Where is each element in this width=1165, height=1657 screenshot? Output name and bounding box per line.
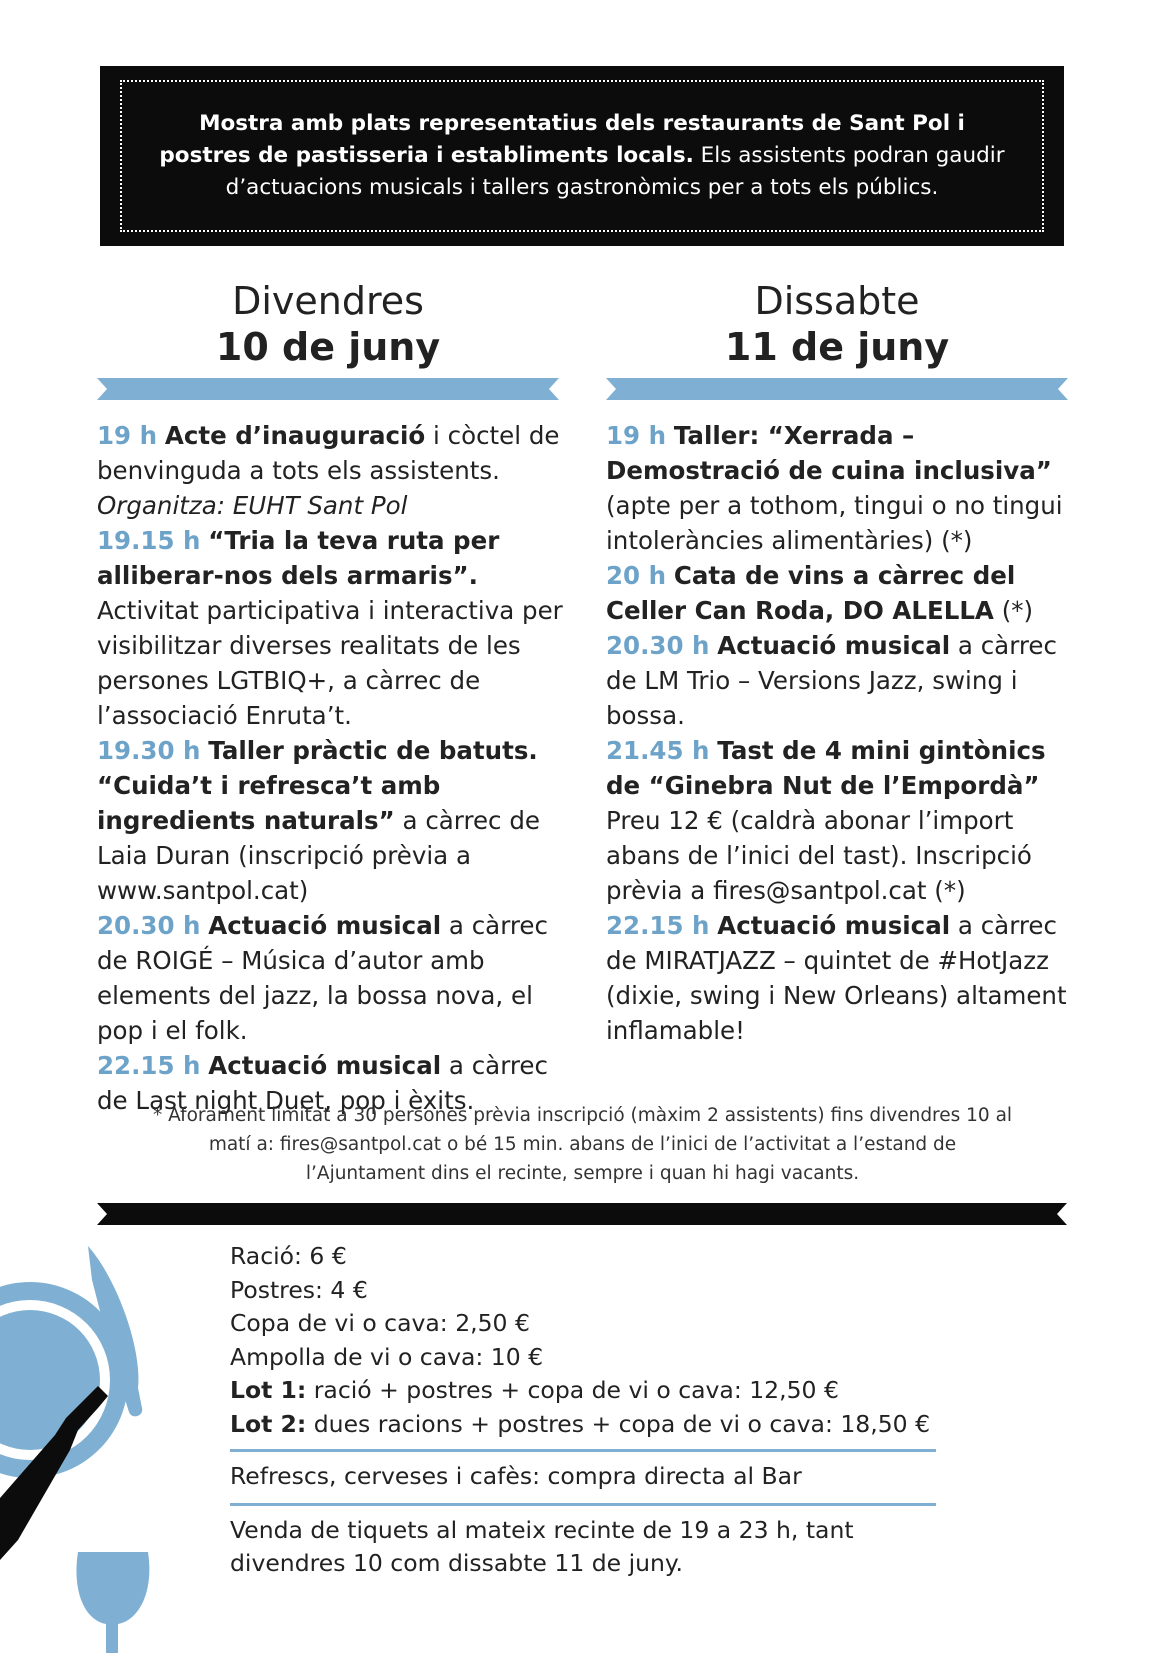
item-title: Cata de vins a càrrec del Celler Can Roda, DO ALELLA [606, 561, 1016, 625]
item-title: Actuació musical [717, 911, 951, 940]
item-time: 20.30 h [97, 911, 201, 940]
divider-ribbon [97, 1203, 1067, 1225]
item-title: “Tria la teva ruta per alliberar-nos dels armaris”. [97, 526, 500, 590]
saturday-date: 11 de juny [724, 325, 950, 369]
divider [230, 1503, 936, 1506]
schedule-item [606, 733, 1076, 908]
price-line: Postres: 4 € [230, 1275, 368, 1304]
saturday-heading [607, 278, 1067, 370]
item-time: 21.45 h [606, 736, 710, 765]
schedule-item [97, 418, 567, 523]
bar-note: Refrescs, cerveses i cafès: compra directa al Bar [230, 1462, 802, 1490]
item-text: Preu 12 € (caldrà abonar l’import abans de l’inici del tast). Inscripció prèvia a fires@santpol.cat (*) [606, 806, 1032, 905]
item-title: Actuació musical [208, 1051, 442, 1080]
item-time: 20 h [606, 561, 667, 590]
item-organizer: Organitza: EUHT Sant Pol [97, 491, 408, 520]
item-text: a càrrec de MIRATJAZZ – quintet de #HotJazz (dixie, swing i New Orleans) altament inflamable! [606, 911, 1067, 1045]
tickets-note: Venda de tiquets al mateix recinte de 19 a 23 h, tant divendres 10 com dissabte 11 de juny. [230, 1515, 854, 1577]
friday-name: Divendres [232, 279, 424, 323]
schedule-item [606, 558, 1076, 628]
intro-text [120, 80, 1044, 232]
footnote: * Aforament limitat a 30 persones prèvia inscripció (màxim 2 assistents) fins divendres 10 al matí a: fires@santpol.cat o bé 15 min. abans de l’inici de l’activitat a l’estand de l’Ajuntament dins el recinte, sempre i quan hi hagi vacants. [152, 1105, 1013, 1184]
decoration [0, 1240, 160, 1657]
item-time: 19.30 h [97, 736, 201, 765]
item-text: (apte per a tothom, tingui o no tingui intoleràncies alimentàries) (*) [606, 491, 1063, 555]
item-text: Activitat participativa i interactiva per visibilitzar diverses realitats de les persones LGTBIQ+, a càrrec de l’associació Enruta’t. [97, 596, 563, 730]
schedule-item [606, 908, 1076, 1048]
lot2-text: dues racions + postres + copa de vi o cava: 18,50 € [306, 1409, 931, 1438]
saturday-name: Dissabte [754, 279, 920, 323]
lot1-label: Lot 1: [230, 1376, 307, 1404]
schedule-item [97, 523, 567, 733]
intro-box [100, 66, 1064, 246]
item-text: (*) [993, 596, 1034, 625]
saturday-ribbon [606, 378, 1068, 400]
item-time: 22.15 h [606, 911, 710, 940]
item-text: a càrrec de LM Trio – Versions Jazz, swing i bossa. [606, 631, 1057, 730]
item-title: Taller pràctic de batuts. “Cuida’t i refresca’t amb ingredients naturals” [97, 736, 538, 835]
schedule-item [97, 733, 567, 908]
item-text: a càrrec de Last night Duet, pop i èxits. [97, 1051, 548, 1115]
item-title: Actuació musical [208, 911, 442, 940]
friday-ribbon [97, 378, 559, 400]
schedule-item [606, 628, 1076, 733]
item-title: Actuació musical [717, 631, 951, 660]
item-time: 20.30 h [606, 631, 710, 660]
friday-date: 10 de juny [215, 325, 441, 369]
item-text: i còctel de benvinguda a tots els assistents. [97, 421, 560, 485]
friday-schedule [97, 418, 567, 1118]
price-line: Ració: 6 € [230, 1242, 347, 1270]
price-line: Copa de vi o cava: 2,50 € [230, 1309, 530, 1337]
divider [230, 1449, 936, 1452]
lot1-line [230, 1374, 936, 1408]
item-time: 22.15 h [97, 1051, 201, 1080]
saturday-schedule [606, 418, 1076, 1048]
item-text: a càrrec de ROIGÉ – Música d’autor amb elements del jazz, la bossa nova, el pop i el folk. [97, 911, 548, 1045]
prices [230, 1240, 936, 1590]
item-time: 19.15 h [97, 526, 201, 555]
schedule-item [97, 908, 567, 1048]
item-time: 19 h [606, 421, 667, 450]
friday-heading [98, 278, 558, 370]
schedule-item [606, 418, 1076, 558]
item-text: a càrrec de Laia Duran (inscripció prèvia a www.santpol.cat) [97, 806, 540, 905]
lot1-text: ració + postres + copa de vi o cava: 12,50 € [306, 1376, 839, 1404]
item-title: Acte d’inauguració [164, 421, 426, 450]
intro-rest: Els assistents podran gaudir d’actuacions musicals i tallers gastronòmics per a tots els públics. [225, 143, 1005, 200]
glass-icon [76, 1552, 149, 1653]
price-line: Ampolla de vi o cava: 10 € [230, 1342, 544, 1371]
item-title: Taller: “Xerrada – Demostració de cuina inclusiva” [606, 421, 1052, 485]
item-time: 19 h [97, 421, 158, 450]
item-title: Tast de 4 mini gintònics de “Ginebra Nut de l’Empordà” [606, 736, 1046, 800]
lot2-label: Lot 2: [230, 1409, 307, 1438]
intro-bold: Mostra amb plats representatius dels restaurants de Sant Pol i postres de pastisseria i establiments locals. [159, 111, 965, 168]
lot2-line [230, 1408, 936, 1442]
